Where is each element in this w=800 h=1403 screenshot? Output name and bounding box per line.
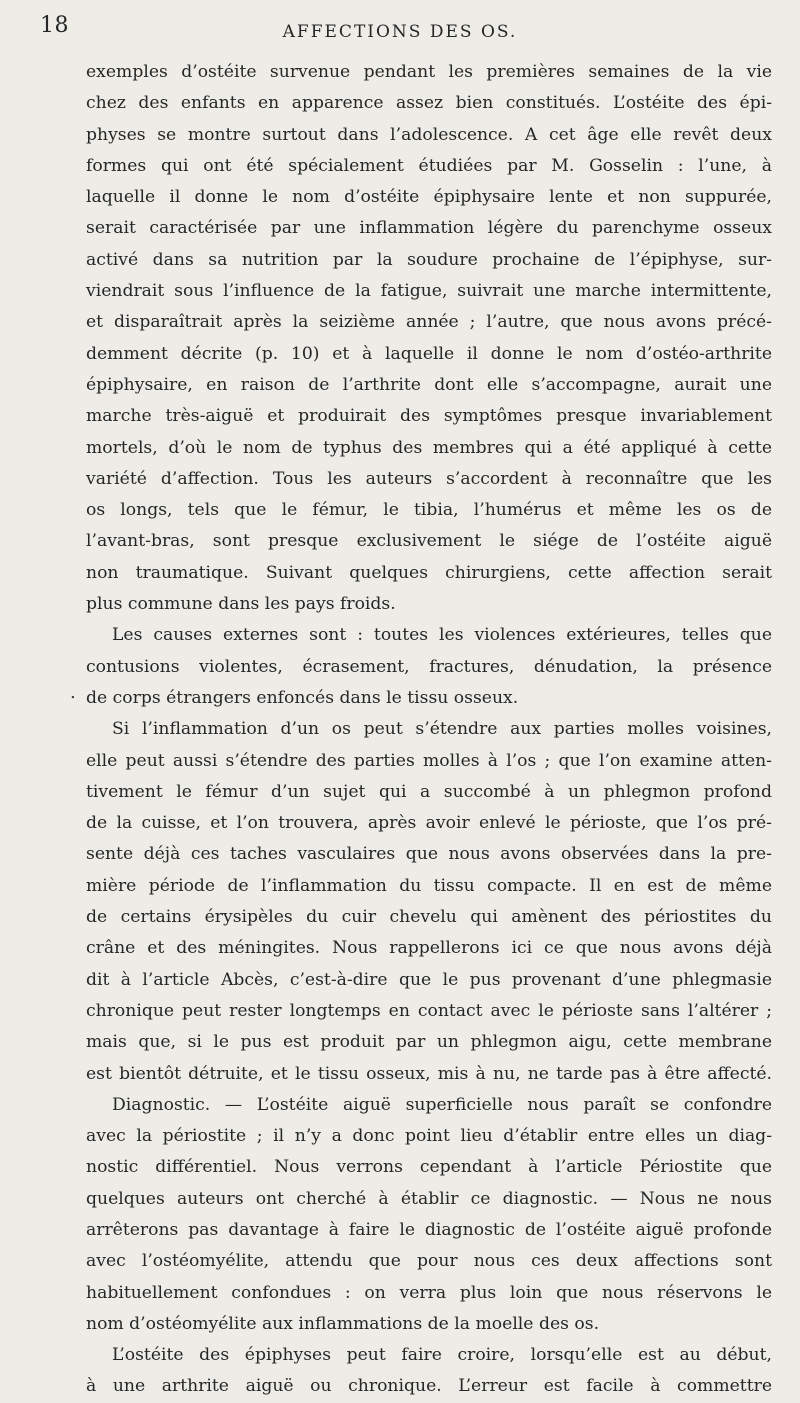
text-line: de certains érysipèles du cuir chevelu qui amènent des périostites du	[86, 907, 772, 928]
text-line: tivement le fémur d’un sujet qui a succombé à un phlegmon profond	[86, 781, 772, 802]
text-line: marche très-aiguë et produirait des symptômes presque invariablement	[86, 406, 772, 427]
text-line: L’ostéite des épiphyses peut faire croire, lorsqu’elle est au début,	[112, 1345, 772, 1366]
text-line: Si l’inflammation d’un os peut s’étendre aux parties molles voisines,	[112, 719, 772, 740]
running-header: AFFECTIONS DES OS.	[282, 22, 518, 42]
text-line: variété d’affection. Tous les auteurs s’accordent à reconnaître que les	[86, 468, 772, 489]
text-line: demment décrite (p. 10) et à laquelle il donne le nom d’ostéo-arthrite	[86, 343, 772, 364]
text-line: avec l’ostéomyélite, attendu que pour nous ces deux affections sont	[86, 1251, 772, 1272]
text-line: arrêterons pas davantage à faire le diagnostic de l’ostéite aiguë profonde	[86, 1219, 772, 1240]
text-line: elle peut aussi s’étendre des parties molles à l’os ; que l’on examine atten-	[86, 750, 772, 771]
text-line: dit à l’article Abcès, c’est-à-dire que le pus provenant d’une phlegmasie	[86, 969, 772, 990]
page-number: 18	[40, 13, 69, 38]
text-line: activé dans sa nutrition par la soudure prochaine de l’épiphyse, sur-	[86, 249, 772, 270]
text-line: chronique peut rester longtemps en contact avec le périoste sans l’altérer ;	[86, 1000, 772, 1021]
margin-mark: .	[70, 682, 76, 703]
text-line: de corps étrangers enfoncés dans le tissu osseux.	[86, 687, 519, 708]
text-line: de la cuisse, et l’on trouvera, après avoir enlevé le périoste, que l’os pré-	[86, 813, 772, 834]
text-line: plus commune dans les pays froids.	[86, 594, 396, 615]
text-line: l’avant-bras, sont presque exclusivement le siége de l’ostéite aiguë	[86, 531, 772, 552]
body-text	[86, 57, 772, 1403]
text-line: Diagnostic. — L’ostéite aiguë superficielle nous paraît se confondre	[112, 1094, 772, 1115]
text-line: serait caractérisée par une inflammation légère du parenchyme osseux	[86, 218, 772, 239]
text-line: mortels, d’où le nom de typhus des membres qui a été appliqué à cette	[86, 437, 772, 458]
text-line: non traumatique. Suivant quelques chirurgiens, cette affection serait	[86, 562, 772, 583]
text-line: habituellement confondues : on verra plus loin que nous réservons le	[86, 1282, 772, 1303]
text-line: nostic différentiel. Nous verrons cependant à l’article Périostite que	[86, 1157, 772, 1178]
text-line: nom d’ostéomyélite aux inflammations de la moelle des os.	[86, 1313, 600, 1334]
text-line: à une arthrite aiguë ou chronique. L’erreur est facile à commettre	[86, 1376, 772, 1397]
text-line: épiphysaire, en raison de l’arthrite dont elle s’accompagne, aurait une	[86, 374, 772, 395]
text-line: formes qui ont été spécialement étudiées par M. Gosselin : l’une, à	[86, 155, 772, 176]
text-line: mais que, si le pus est produit par un phlegmon aigu, cette membrane	[86, 1032, 772, 1053]
text-line: Les causes externes sont : toutes les violences extérieures, telles que	[112, 625, 772, 646]
text-line: exemples d’ostéite survenue pendant les premières semaines de la vie	[86, 62, 772, 82]
text-line: mière période de l’inflammation du tissu compacte. Il en est de même	[86, 875, 772, 896]
text-line: quelques auteurs ont cherché à établir ce diagnostic. — Nous ne nous	[86, 1188, 772, 1209]
text-line: laquelle il donne le nom d’ostéite épiphysaire lente et non suppurée,	[86, 187, 772, 208]
text-line: os longs, tels que le fémur, le tibia, l’humérus et même les os de	[86, 500, 772, 521]
text-line: chez des enfants en apparence assez bien constitués. L’ostéite des épi-	[86, 93, 772, 114]
text-line: crâne et des méningites. Nous rappellerons ici ce que nous avons déjà	[86, 938, 772, 959]
text-line: physes se montre surtout dans l’adolescence. A cet âge elle revêt deux	[86, 124, 772, 145]
text-line: avec la périostite ; il n’y a donc point lieu d’établir entre elles un diag-	[86, 1126, 772, 1147]
text-line: sente déjà ces taches vasculaires que nous avons observées dans la pre-	[86, 844, 772, 865]
text-line: contusions violentes, écrasement, fractures, dénudation, la présence	[86, 656, 772, 677]
text-line: est bientôt détruite, et le tissu osseux, mis à nu, ne tarde pas à être affecté.	[86, 1063, 772, 1084]
text-line: viendrait sous l’influence de la fatigue, suivrait une marche intermittente,	[86, 281, 772, 302]
text-line: et disparaîtrait après la seizième année ; l’autre, que nous avons précé-	[86, 312, 772, 333]
